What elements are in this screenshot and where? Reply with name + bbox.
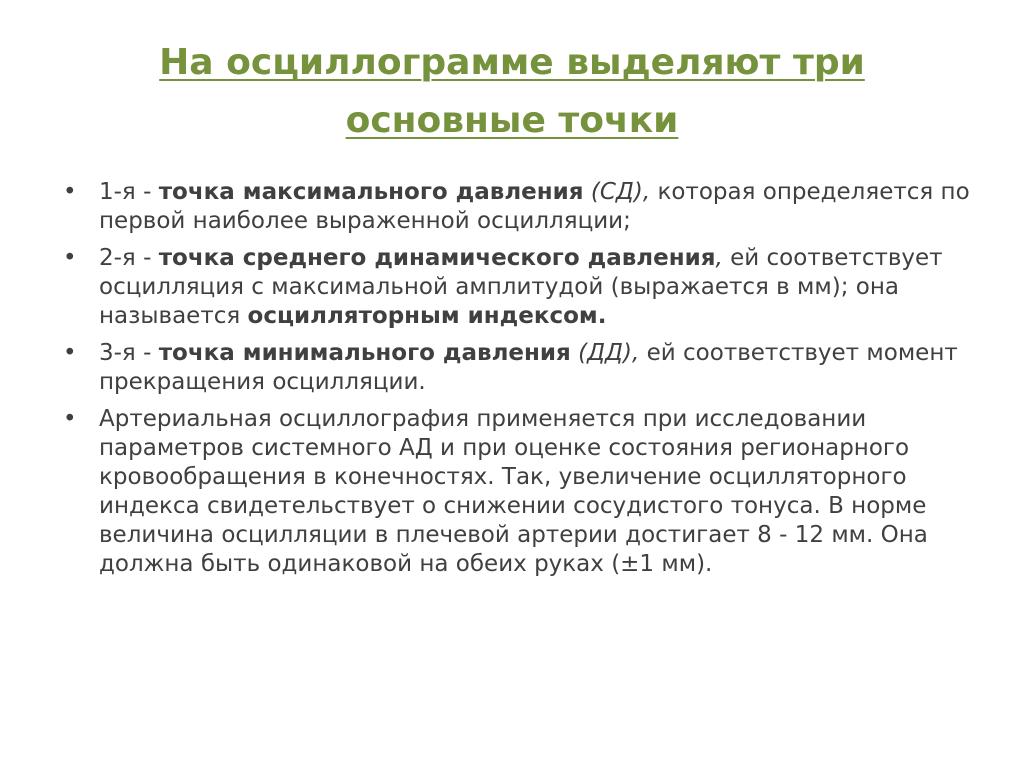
item-prefix: 2-я - <box>99 245 159 271</box>
bullet-icon: • <box>63 179 77 205</box>
item-prefix: 3-я - <box>99 340 159 366</box>
item-bold-term: точка максимального давления <box>158 179 584 205</box>
item-italic-abbr: , <box>715 245 723 271</box>
bullet-item-2 <box>60 244 970 331</box>
bullet-list <box>60 178 970 587</box>
item-italic-abbr: (ДД), <box>570 340 640 366</box>
item-bold-term-2: осцилляторным индексом <box>247 303 598 329</box>
item-bold-term: точка среднего динамического давления <box>158 245 716 271</box>
item-text: ей соответствует осцилляция с максимальной амплитудой (выражается в мм); она называется <box>99 245 943 329</box>
item-bold-term: точка минимального давления <box>158 340 571 366</box>
item-text: ей соответствует момент прекращения осцилляции. <box>99 340 958 395</box>
item-text: Артериальная осциллография применяется при исследовании параметров системного АД и при оценке состояния регионарного кровообращения в конечностях. Так, увеличение осцилляторного индекса свидетельствует о снижении сосудистого тонуса. В норме величина осцилляции в плечевой артерии достигает 8 - 12 мм. Она должна быть одинаковой на обеих руках (±1 мм). <box>99 406 928 577</box>
bullet-item-4 <box>60 405 970 579</box>
bullet-item-1 <box>60 178 970 236</box>
bullet-icon: • <box>63 245 77 271</box>
item-text: которая определяется по первой наиболее выраженной осцилляции; <box>99 179 970 234</box>
slide-title: На осциллограмме выделяют три основные точки <box>159 42 865 141</box>
bullet-icon: • <box>63 406 77 432</box>
item-prefix: 1-я - <box>99 179 159 205</box>
item-end: . <box>597 303 607 329</box>
bullet-icon: • <box>63 340 77 366</box>
bullet-item-3 <box>60 339 970 397</box>
item-italic-abbr: (СД), <box>583 179 651 205</box>
